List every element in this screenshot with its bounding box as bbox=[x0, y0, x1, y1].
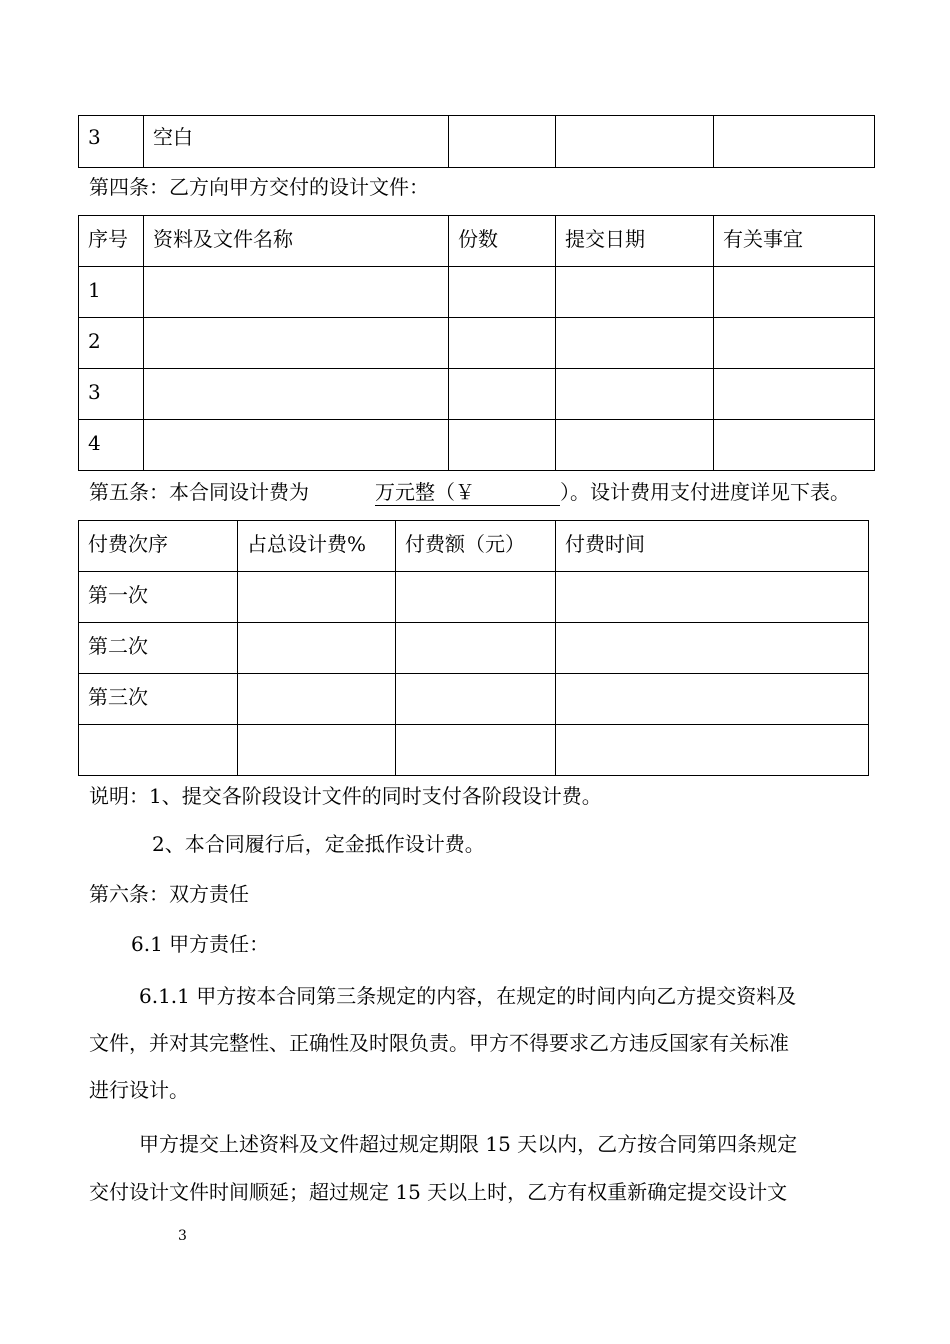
section-6-1-title: 6.1 甲方责任： bbox=[131, 932, 270, 956]
note-line-1: 说明：1、提交各阶段设计文件的同时支付各阶段设计费。 bbox=[89, 784, 602, 808]
clause-line-2: 文件，并对其完整性、正确性及时限负责。甲方不得要求乙方违反国家有关标准 bbox=[89, 1031, 789, 1055]
article4-title: 第四条：乙方向甲方交付的设计文件： bbox=[89, 175, 429, 199]
table-cell bbox=[396, 572, 556, 623]
table-cell bbox=[556, 420, 714, 471]
table-cell bbox=[714, 318, 875, 369]
table-cell bbox=[144, 116, 449, 168]
table-cell bbox=[556, 318, 714, 369]
fee-amount-label: 万元整（￥ bbox=[375, 480, 475, 504]
paragraph-line-2: 交付设计文件时间顺延；超过规定 15 天以上时，乙方有权重新确定提交设计文 bbox=[89, 1180, 788, 1204]
table-cell bbox=[556, 725, 869, 776]
table-cell bbox=[714, 267, 875, 318]
table-cell bbox=[714, 420, 875, 471]
table-cell bbox=[396, 725, 556, 776]
table-row bbox=[79, 725, 869, 776]
header-cell: 份数 bbox=[449, 216, 556, 267]
fee-amount-blank bbox=[375, 479, 560, 506]
header-cell: 付费次序 bbox=[79, 521, 238, 572]
clause-line-3: 进行设计。 bbox=[89, 1078, 189, 1102]
table-row bbox=[79, 318, 875, 369]
table-cell bbox=[449, 318, 556, 369]
table-cell: 3 bbox=[79, 369, 144, 420]
header-cell: 资料及文件名称 bbox=[144, 216, 449, 267]
table-row bbox=[79, 267, 875, 318]
table-cell bbox=[238, 623, 396, 674]
header-cell: 有关事宜 bbox=[714, 216, 875, 267]
table-cell bbox=[396, 623, 556, 674]
payment-table bbox=[78, 520, 869, 776]
header-cell: 占总设计费% bbox=[238, 521, 396, 572]
table-cell bbox=[556, 116, 714, 168]
table-cell bbox=[449, 369, 556, 420]
table-cell bbox=[238, 725, 396, 776]
table-cell bbox=[556, 674, 869, 725]
table-cell bbox=[556, 369, 714, 420]
article5-line bbox=[89, 479, 850, 506]
header-cell: 提交日期 bbox=[556, 216, 714, 267]
table-row bbox=[79, 572, 869, 623]
table-header-row bbox=[79, 216, 875, 267]
header-cell: 序号 bbox=[79, 216, 144, 267]
table-cell bbox=[238, 572, 396, 623]
header-cell: 付费时间 bbox=[556, 521, 869, 572]
article6-title: 第六条：双方责任 bbox=[89, 882, 249, 906]
table-cell: 4 bbox=[79, 420, 144, 471]
table-row bbox=[79, 420, 875, 471]
table-cell: 2 bbox=[79, 318, 144, 369]
table-cell bbox=[449, 420, 556, 471]
paragraph-line-1: 甲方提交上述资料及文件超过规定期限 15 天以内，乙方按合同第四条规定 bbox=[139, 1132, 798, 1156]
table-row bbox=[79, 369, 875, 420]
article5-prefix: 第五条：本合同设计费为 bbox=[89, 480, 309, 504]
page-number: 3 bbox=[178, 1228, 187, 1244]
header-cell: 付费额（元） bbox=[396, 521, 556, 572]
row-name: 空白 bbox=[153, 125, 193, 149]
table-cell bbox=[144, 267, 449, 318]
table-cell: 第三次 bbox=[79, 674, 238, 725]
table-cell bbox=[396, 674, 556, 725]
table-cell: 第二次 bbox=[79, 623, 238, 674]
table-cell bbox=[556, 572, 869, 623]
table-cell bbox=[144, 318, 449, 369]
note-line-2: 2、本合同履行后，定金抵作设计费。 bbox=[152, 832, 485, 856]
table-cell bbox=[556, 623, 869, 674]
table-cell bbox=[144, 420, 449, 471]
clause-line-1: 6.1.1 甲方按本合同第三条规定的内容，在规定的时间内向乙方提交资料及 bbox=[139, 984, 797, 1008]
table-cell bbox=[449, 116, 556, 168]
table-cell bbox=[79, 725, 238, 776]
table-cell: 第一次 bbox=[79, 572, 238, 623]
table-continued bbox=[78, 115, 875, 168]
table-cell bbox=[238, 674, 396, 725]
deliverables-table bbox=[78, 215, 875, 471]
table-row bbox=[79, 674, 869, 725]
article5-suffix: ）。设计费用支付进度详见下表。 bbox=[560, 480, 850, 504]
table-header-row bbox=[79, 521, 869, 572]
table-cell bbox=[79, 116, 144, 168]
table-cell bbox=[449, 267, 556, 318]
table-cell bbox=[144, 369, 449, 420]
table-cell bbox=[556, 267, 714, 318]
table-cell bbox=[714, 369, 875, 420]
row-no: 3 bbox=[88, 125, 101, 149]
table-row bbox=[79, 623, 869, 674]
table-cell: 1 bbox=[79, 267, 144, 318]
table-cell bbox=[714, 116, 875, 168]
